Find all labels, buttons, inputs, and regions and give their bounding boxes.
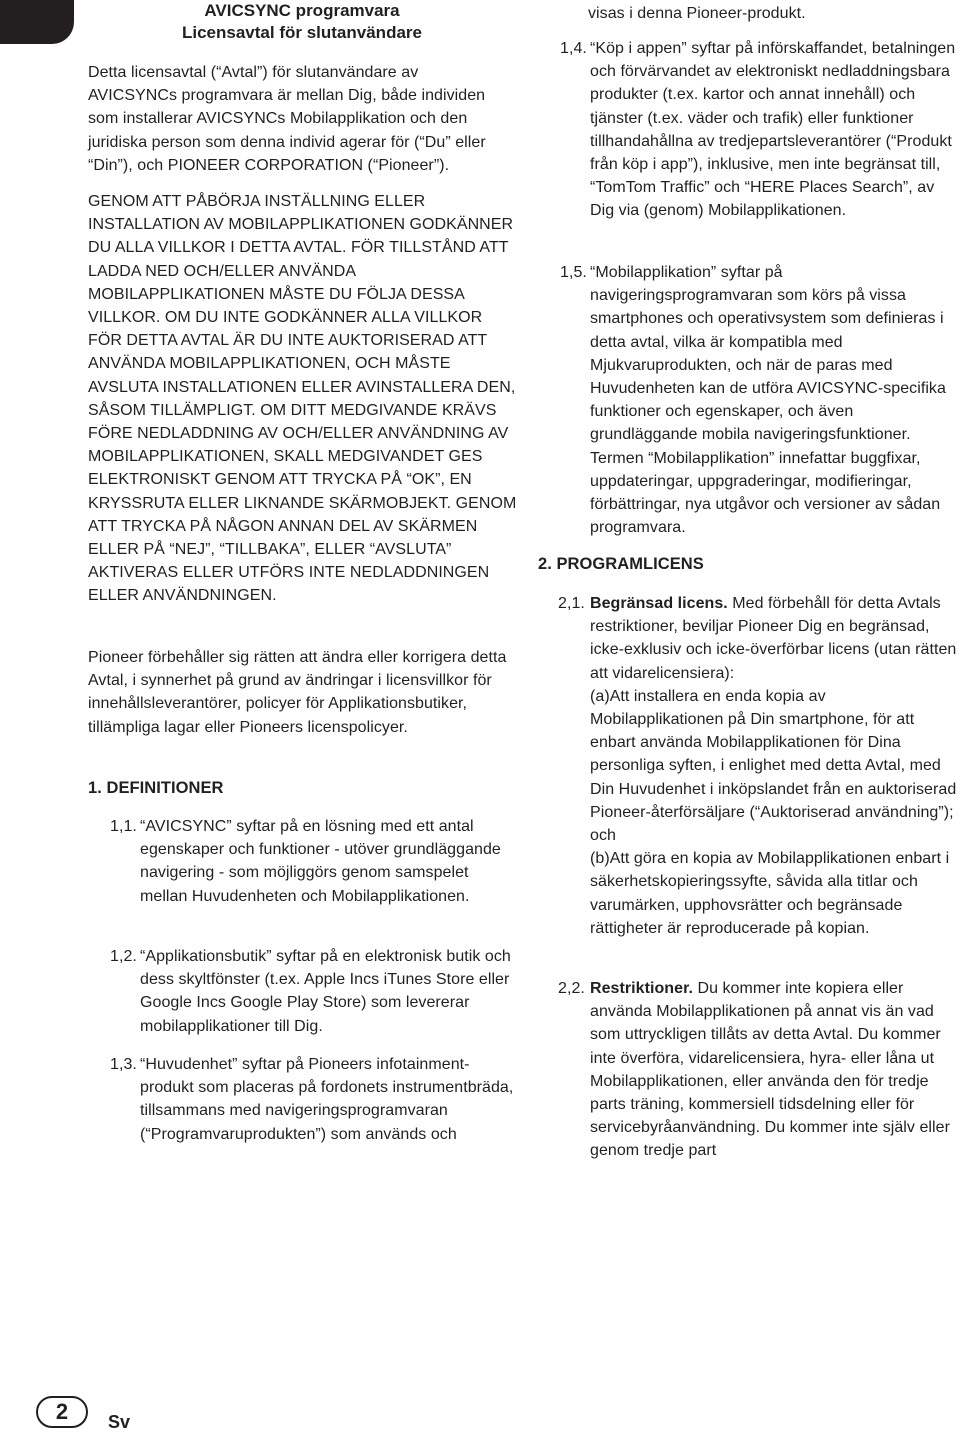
definition-item [110, 945, 518, 1038]
document-title [88, 0, 516, 44]
page-footer [36, 1390, 130, 1433]
license-item-heading: Begränsad licens. [590, 595, 728, 612]
definition-number: 1,4. [560, 40, 587, 57]
title-line-1: AVICSYNC programvara [204, 1, 400, 20]
definition-item [110, 815, 518, 908]
definition-text: “Köp i appen” syftar på införskaffandet, betalningen och förvärvandet av elektroniskt nedladdningsbara produkter (t.ex. kartor och annat innehåll) och tjänster (t.ex. väder och trafik) eller funktioner tillhandahållna av tredjepartsleverantörer (“Produkt från köp i app”), inklusive, men inte begränsat till, “TomTom Traffic” och “HERE Places Search”, av Dig via (genom) Mobilapplikationen. [590, 40, 956, 220]
license-subitem-b: (b)Att göra en kopia av Mobilapplikationen enbart i säkerhetskopieringssyfte, såvida alla titlar och varumärken, upphovsrätter och begränsade rättigheter är reproducerade på kopian. [590, 850, 950, 937]
definition-number: 1,1. [110, 818, 137, 835]
definition-number: 1,2. [110, 948, 137, 965]
section-heading-program-license: 2. PROGRAMLICENS [538, 555, 704, 573]
definition-text: “Huvudenhet” syftar på Pioneers infotainment-produkt som placeras på fordonets instrumentbräda, tillsammans med navigeringsprogramvaran (“Programvaruprodukten”) som används och [140, 1056, 514, 1143]
amendment-paragraph: Pioneer förbehåller sig rätten att ändra eller korrigera detta Avtal, i synnerhet på grund av ändringar i licensvillkor för innehållsleverantörer, policyer för Applikationsbutiker, tillämpliga lagar eller Pioneers licenspolicyer. [88, 649, 507, 736]
definition-text: “Mobilapplikation” syftar på navigeringsprogramvaran som körs på vissa smartphones och operativsystem som definieras i detta avtal, vilka är kompatibla med Mjukvaruprodukten, och när de paras med Huvudenheten kan de utföra AVICSYNC-specifika funktioner och egenskaper, och även grundläggande mobila navigeringsfunktioner. Termen “Mobilapplikation” innefattar buggfixar, uppdateringar, uppgraderingar, modifieringar, förbättringar, nya utgåvor och versioner av sådan programvara. [590, 264, 946, 537]
license-item-heading: Restriktioner. [590, 980, 693, 997]
license-item-text: Med förbehåll för detta Avtals restriktioner, beviljar Pioneer Dig en begränsad, icke-exklusiv och icke-överförbar licens (utan rätten att vidarelicensiera): [590, 595, 957, 682]
license-item [558, 592, 958, 940]
continuation-text: visas i denna Pioneer-produkt. [588, 5, 806, 22]
license-item-number: 2,2. [558, 980, 585, 997]
intro-paragraph: Detta licensavtal (“Avtal”) för slutanvändare av AVICSYNCs programvara är mellan Dig, både individen som installerar AVICSYNCs Mobilapplikation och den juridiska person som denna individ agerar för (“Du” eller “Din”), och PIONEER CORPORATION (“Pioneer”). [88, 64, 486, 174]
acceptance-notice: GENOM ATT PÅBÖRJA INSTÄLLNING ELLER INSTALLATION AV MOBILAPPLIKATIONEN GODKÄNNER DU ALLA VILLKOR I DETTA AVTAL. FÖR TILLSTÅND ATT LADDA NED OCH/ELLER ANVÄNDA MOBILAPPLIKATIONEN MÅSTE DU FÖLJA DESSA VILLKOR. OM DU INTE GODKÄNNER ALLA VILLKOR FÖR DETTA AVTAL ÄR DU INTE AUKTORISERAD ATT ANVÄNDA MOBILAPPLIKATIONEN, OCH MÅSTE AVSLUTA INSTALLATIONEN ELLER AVINSTALLERA DEN, SÅSOM TILLÄMPLIGT. OM DITT MEDGIVANDE KRÄVS FÖRE NEDLADDNING AV OCH/ELLER ANVÄNDNING AV MOBILAPPLIKATIONEN, SKALL MEDGIVANDET GES ELEKTRONISKT GENOM ATT TRYCKA PÅ “OK”, EN KRYSSRUTA ELLER LIKNANDE SKÄRMOBJEKT. GENOM ATT TRYCKA PÅ NÅGON ANNAN DEL AV SKÄRMEN ELLER PÅ “NEJ”, “TILLBAKA”, ELLER “AVSLUTA” AKTIVERAS ELLER UTFÖRS INTE NEDLADDNINGEN ELLER ANVÄNDNINGEN. [88, 193, 517, 605]
license-item [558, 977, 958, 1163]
license-item-text: Du kommer inte kopiera eller använda Mobilapplikationen på annat vis än vad som uttryckligen tillåts av detta Avtal. Du kommer inte överföra, vidarelicensiera, hyra- eller låna ut Mobilapplikationen, eller använda den för tredje parts träning, kommersiell tidsdelning eller för servicebyråanvändning. Du kommer inte själv eller genom tredje part [590, 980, 950, 1160]
definition-item [110, 1053, 518, 1146]
definition-text: “AVICSYNC” syftar på en lösning med ett antal egenskaper och funktioner - utöver grundläggande navigering - som möjliggörs genom samspelet mellan Huvudenheten och Mobilapplikationen. [140, 818, 501, 905]
license-subitem-a: (a)Att installera en enda kopia av Mobilapplikationen på Din smartphone, för att enbart använda Mobilapplikationen för Dina personliga syften, i enlighet med detta Avtal, med Din Huvudenhet i inköpslandet från en auktoriserad Pioneer-återförsäljare (“Auktoriserad användning”); och [590, 687, 957, 845]
definition-number: 1,5. [560, 264, 587, 281]
language-code: Sv [108, 1412, 131, 1432]
license-item-body [590, 977, 958, 1163]
page-corner-tab [0, 0, 74, 44]
license-item-body [590, 592, 958, 940]
title-line-2: Licensavtal för slutanvändare [182, 23, 422, 42]
license-item-number: 2,1. [558, 595, 585, 612]
definition-number: 1,3. [110, 1056, 137, 1073]
definition-item [560, 37, 958, 223]
definition-item [560, 261, 958, 539]
definition-text: “Applikationsbutik” syftar på en elektronisk butik och dess skyltfönster (t.ex. Apple Incs iTunes Store eller Google Incs Google Play Store) som levererar mobilapplikationer till Dig. [140, 948, 511, 1035]
page-number: 2 [36, 1396, 88, 1428]
section-heading-definitions: 1. DEFINITIONER [88, 779, 224, 797]
